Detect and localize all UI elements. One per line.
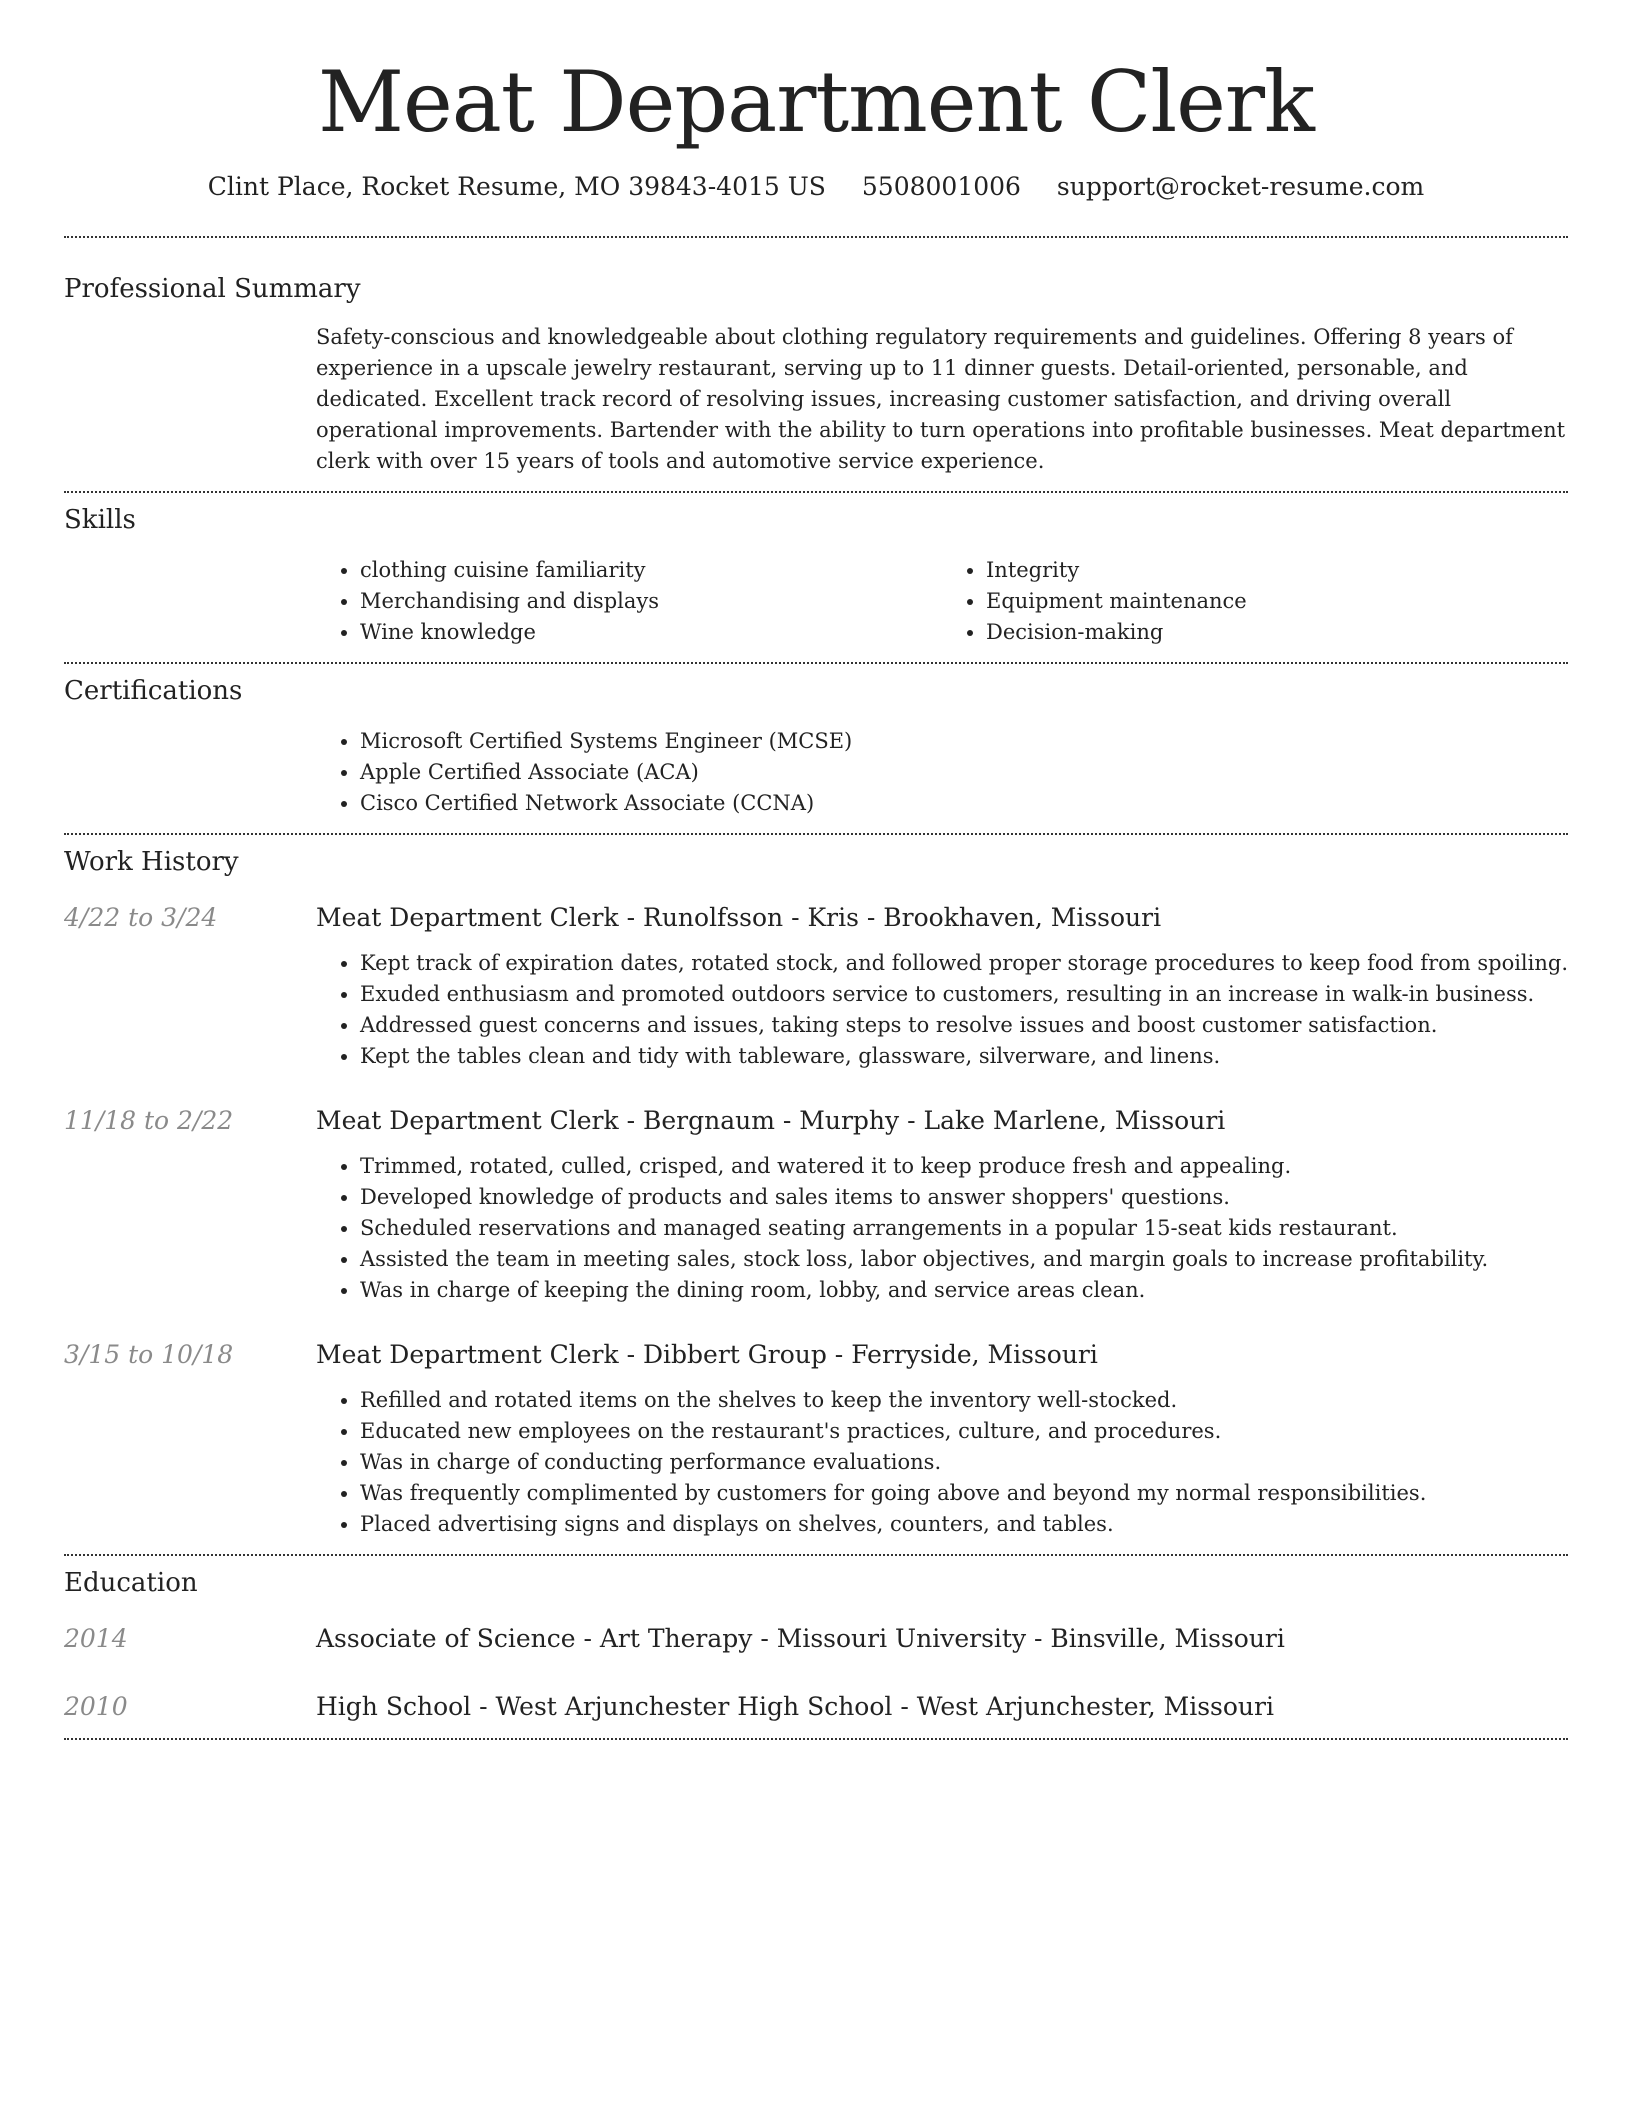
section-title: Professional Summary [64,274,361,304]
summary-text: Safety-conscious and knowledgeable about clothing regulatory requirements and guidelines. Offering 8 years of experience in a upscale jewelry restaurant, serving up to 11 dinner guests. Detail-oriented, personable, and dedicated. Excellent track record of resolving issues, increasing customer satisfaction, and driving overall operational improvements. Bartender with the ability to turn operations into profitable businesses. Meat department clerk with over 15 years of tools and automotive service experience. [316,325,1566,473]
email: support@rocket-resume.com [1056,172,1425,201]
contact-line [0,170,1632,204]
certification-item: • Microsoft Certified Systems Engineer (MCSE) [360,726,1568,757]
address: Clint Place, Rocket Resume, MO 39843-4015 US [207,172,826,201]
job-bullet: • Scheduled reservations and managed seating arrangements in a popular 15-seat kids restaurant. [360,1213,1568,1244]
job-entry [64,1104,1568,1306]
job-bullets [316,1151,1568,1306]
job-details [316,901,1568,1072]
job-title: Meat Department Clerk - Runolfsson - Kris - Brookhaven, Missouri [316,903,1162,932]
skills-section [0,493,1632,648]
job-bullet: • Addressed guest concerns and issues, taking steps to resolve issues and boost customer satisfaction. [360,1010,1568,1041]
skill-item: • Merchandising and displays [360,586,942,617]
section-title: Certifications [64,676,243,706]
skills-grid [316,555,1568,648]
phone: 5508001006 [861,172,1021,201]
certifications-list [316,726,1568,819]
job-entry [64,901,1568,1072]
job-bullet: • Assisted the team in meeting sales, stock loss, labor objectives, and margin goals to increase profitability. [360,1244,1568,1275]
job-bullet: • Was in charge of conducting performance evaluations. [360,1447,1568,1478]
job-bullet: • Exuded enthusiasm and promoted outdoors service to customers, resulting in an increase in walk-in business. [360,979,1568,1010]
education-details [316,1622,1568,1656]
skills-column-2 [942,555,1568,648]
education-title: High School - West Arjunchester High School - West Arjunchester, Missouri [316,1692,1274,1721]
skill-item: • clothing cuisine familiarity [360,555,942,586]
skill-item: • Wine knowledge [360,617,942,648]
work-history-section [0,835,1632,1540]
job-bullet: • Was in charge of keeping the dining room, lobby, and service areas clean. [360,1275,1568,1306]
education-details [316,1690,1568,1724]
job-title: Meat Department Clerk - Dibbert Group - Ferryside, Missouri [316,1340,1098,1369]
job-bullets [316,1385,1568,1540]
job-dates: 11/18 to 2/22 [64,1106,234,1135]
section-title: Education [64,1568,198,1598]
job-bullet: • Developed knowledge of products and sales items to answer shoppers' questions. [360,1182,1568,1213]
education-entry [64,1690,1568,1724]
certifications-list-wrap [316,726,1568,819]
education-date: 2014 [64,1624,128,1653]
divider [64,1738,1568,1740]
job-details [316,1104,1568,1306]
skill-item: • Decision-making [986,617,1568,648]
education-title: Associate of Science - Art Therapy - Missouri University - Binsville, Missouri [316,1624,1285,1653]
job-bullets [316,948,1568,1072]
job-bullet: • Refilled and rotated items on the shelves to keep the inventory well-stocked. [360,1385,1568,1416]
job-bullet: • Was frequently complimented by customers for going above and beyond my normal responsibilities. [360,1478,1568,1509]
education-entry [64,1622,1568,1656]
job-bullet: • Placed advertising signs and displays on shelves, counters, and tables. [360,1509,1568,1540]
job-bullet: • Educated new employees on the restaurant's practices, culture, and procedures. [360,1416,1568,1447]
skills-column-1 [316,555,942,648]
job-entry [64,1338,1568,1540]
job-title: Meat Department Clerk - Bergnaum - Murphy - Lake Marlene, Missouri [316,1106,1226,1135]
job-details [316,1338,1568,1540]
resume-header [0,0,1632,204]
job-bullet: • Trimmed, rotated, culled, crisped, and watered it to keep produce fresh and appealing. [360,1151,1568,1182]
job-dates: 3/15 to 10/18 [64,1340,234,1369]
job-bullet: • Kept the tables clean and tidy with tableware, glassware, silverware, and linens. [360,1041,1568,1072]
candidate-name: Meat Department Clerk [318,53,1314,151]
section-title: Skills [64,505,136,535]
certification-item: • Apple Certified Associate (ACA) [360,757,1568,788]
section-title: Work History [64,847,239,877]
skill-item: • Equipment maintenance [986,586,1568,617]
job-dates: 4/22 to 3/24 [64,903,218,932]
certification-item: • Cisco Certified Network Associate (CCNA) [360,788,1568,819]
skill-item: • Integrity [986,555,1568,586]
job-bullet: • Kept track of expiration dates, rotated stock, and followed proper storage procedures to keep food from spoiling. [360,948,1568,979]
certifications-section [0,664,1632,819]
summary-section [0,238,1632,477]
education-date: 2010 [64,1692,128,1721]
education-section [0,1556,1632,1724]
